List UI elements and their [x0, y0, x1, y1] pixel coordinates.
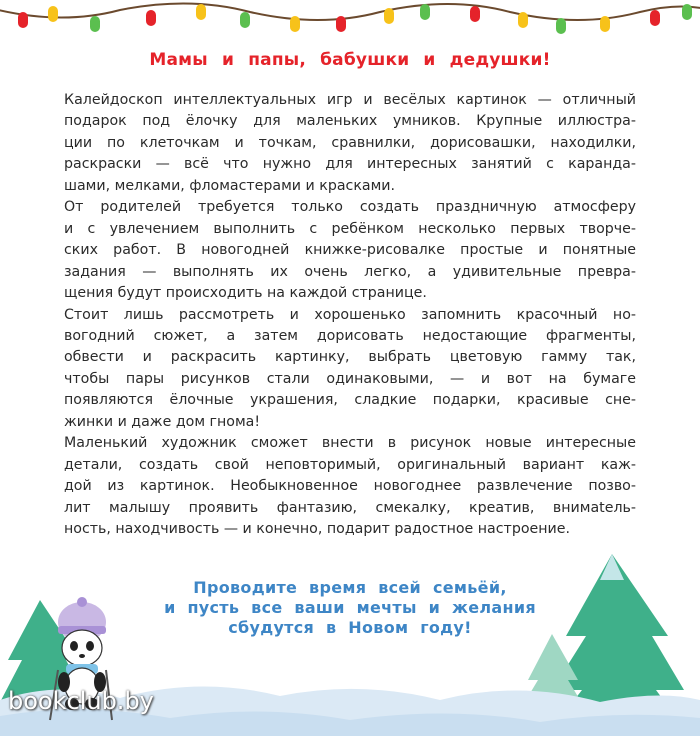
closing-line: и пусть все ваши мечты и желания	[164, 598, 536, 617]
body-line: обвести и раскрасить картинку, выбрать цветовую гамму так,	[64, 349, 636, 366]
body-line: Маленький художник сможет внести в рисунок новые интересные	[64, 435, 636, 452]
body-line: шами, мелками, фломастерами и красками.	[64, 177, 396, 194]
body-line: дой из картинок. Необыкновенное новогоднее развлечение позво-	[64, 478, 636, 495]
body-line: детали, создать свой неповторимый, оригинальный вариант каж-	[64, 456, 636, 473]
body-line: и с увлечением выполнить с ребёнком несколько первых творче-	[64, 220, 636, 237]
body-line: вогодний сюжет, а затем дорисовать недостающие фрагменты,	[64, 327, 636, 344]
body-line: задания — выполнять их очень легко, а удивительные превра-	[64, 263, 636, 280]
closing-line: сбудутся в Новом году!	[228, 618, 472, 637]
garland-lights-icon	[0, 0, 700, 40]
body-text	[64, 90, 636, 541]
closing-message	[120, 578, 580, 638]
body-line: Стоит лишь рассмотреть и хорошенько запомнить красочный но-	[64, 306, 636, 323]
body-line: лит малышу проявить фантазию, смекалку, креатив, внимatель-	[64, 499, 636, 516]
body-line: раскраски — всё что нужно для интересных занятий с каранда-	[64, 156, 636, 173]
body-line: чтобы пары рисунков стали одинаковыми, — и вот на бумаге	[64, 370, 636, 387]
body-line: ность, находчивость — и конечно, подарит радостное настроение.	[64, 521, 570, 538]
body-line: Калейдоскоп интеллектуальных игр и весёлых картинок — отличный	[64, 92, 636, 108]
body-line: появляются ёлочные украшения, сладкие подарки, красивые сне-	[64, 392, 636, 409]
watermark: bookclub.by	[8, 687, 154, 715]
body-line: жинки и даже дом гнома!	[64, 413, 261, 430]
body-line: От родителей требуется только создать праздничную атмосферу	[64, 199, 636, 216]
body-line: щения будут происходить на каждой странице.	[64, 285, 427, 302]
body-line: ции по клеточкам и точкам, сравнилки, дорисовашки, находилки,	[64, 134, 636, 151]
closing-line: Проводите время всей семьёй,	[193, 578, 507, 597]
body-line: ских работ. В новогодней книжке-рисовалке простые и понятные	[64, 242, 636, 259]
body-line: подарок под ёлочку для маленьких умников. Крупные иллюстра-	[64, 113, 636, 130]
page-heading: Мамы и папы, бабушки и дедушки!	[149, 50, 551, 70]
